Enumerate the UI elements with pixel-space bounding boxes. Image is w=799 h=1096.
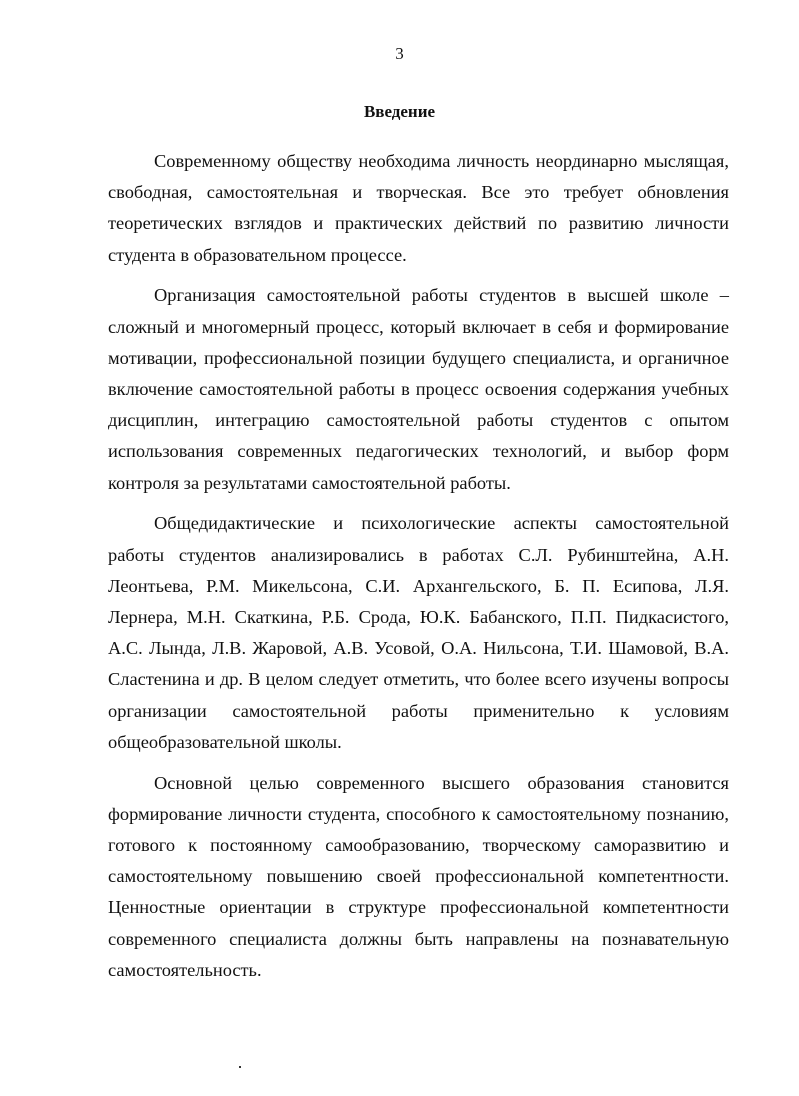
body-text (108, 146, 729, 986)
section-heading: Введение (363, 102, 436, 121)
paragraph-2: Организация самостоятельной работы студентов в высшей школе – сложный и многомерный процесс, который включает в себя и формирование мотивации, профессиональной позиции будущего специалиста, и органичное включение самостоятельной работы в процесс освоения содержания учебных дисциплин, интеграцию самостоятельной работы студентов с опытом использования современных педагогических технологий, и выбор форм контроля за результатами самостоятельной работы. (108, 285, 729, 493)
paragraph-1: Современному обществу необходима личность неординарно мыслящая, свободная, самостоятельная и творческая. Все это требует обновления теоретических взглядов и практических действий по развитию личности студента в образовательном процессе. (108, 151, 729, 265)
paragraph-3: Общедидактические и психологические аспекты самостоятельной работы студентов анализировались в работах С.Л. Рубинштейна, А.Н. Леонтьева, Р.М. Микельсона, С.И. Архангельского, Б. П. Есипова, Л.Я. Лернера, М.Н. Скаткина, Р.Б. Срода, Ю.К. Бабанского, П.П. Пидкасистого, А.С. Лында, Л.В. Жаровой, А.В. Усовой, О.А. Нильсона, Т.И. Шамовой, В.А. Сластенина и др. В целом следует отметить, что более всего изучены вопросы организации самостоятельной работы применительно к условиям общеобразовательной школы. (108, 513, 729, 752)
scan-speck (239, 1066, 241, 1068)
paragraph-4: Основной целью современного высшего образования становится формирование личности студента, способного к самостоятельному познанию, готового к постоянному самообразованию, творческому саморазвитию и самостоятельному повышению своей профессиональной компетентности. Ценностные ориентации в структуре профессиональной компетентности современного специалиста должны быть направлены на познавательную самостоятельность. (108, 772, 729, 980)
page-number: 3 (395, 44, 404, 63)
